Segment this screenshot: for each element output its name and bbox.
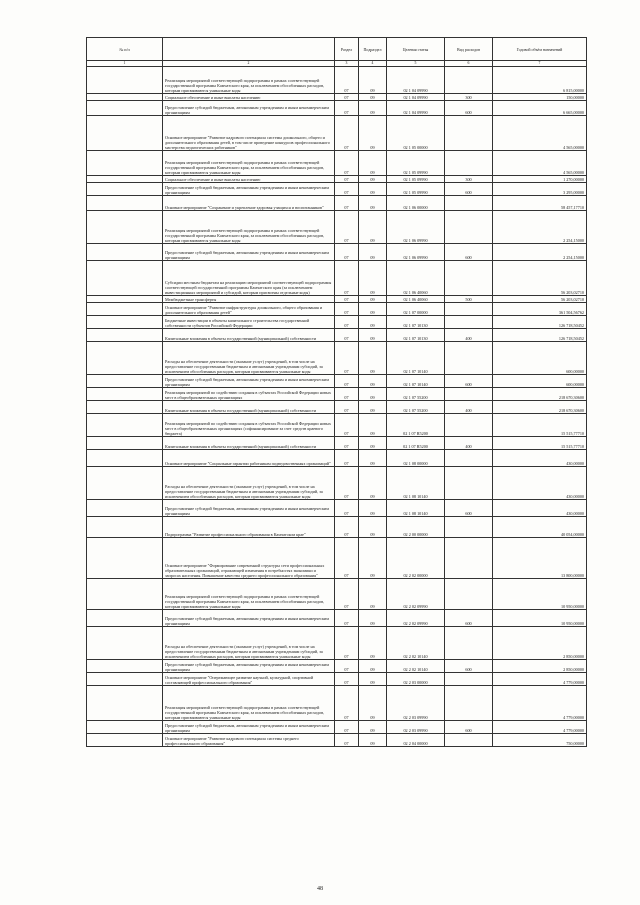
row-article: 02 1 07 00000 xyxy=(387,303,445,316)
row-num xyxy=(87,686,163,721)
row-article: 02 1 07 R5200 xyxy=(387,437,445,450)
row-exp-type xyxy=(445,673,493,686)
row-subsection: 09 xyxy=(359,538,387,579)
header-exp-type: Вид расходов xyxy=(445,38,493,61)
row-num xyxy=(87,673,163,686)
table-row xyxy=(87,401,587,414)
row-num xyxy=(87,211,163,244)
row-subsection: 09 xyxy=(359,610,387,627)
row-exp-type xyxy=(445,538,493,579)
row-num xyxy=(87,450,163,467)
row-name: Основное мероприятие "Формирование современной структуры сети профессиональных образовательных организаций, отражающей изменения в потребностях экономики и запросах населения. Повышение качества среднего профессионального образования" xyxy=(163,538,335,579)
row-subsection: 09 xyxy=(359,437,387,450)
row-exp-type xyxy=(445,151,493,176)
table-row xyxy=(87,261,587,296)
row-num xyxy=(87,94,163,101)
row-exp-type: 300 xyxy=(445,94,493,101)
table-row xyxy=(87,296,587,303)
col-number: 1 xyxy=(87,61,163,67)
row-section: 07 xyxy=(335,538,359,579)
row-subsection: 09 xyxy=(359,686,387,721)
table-row xyxy=(87,244,587,261)
row-name: Предоставление субсидий бюджетным, автономным учреждениям и иным некоммерческим организациям xyxy=(163,183,335,196)
row-article: 02 2 00 00000 xyxy=(387,517,445,538)
row-name: Предоставление субсидий бюджетным, автономным учреждениям и иным некоммерческим организациям xyxy=(163,610,335,627)
row-amount: 56 203,02710 xyxy=(493,296,587,303)
row-subsection: 09 xyxy=(359,414,387,437)
row-num xyxy=(87,176,163,183)
table-row xyxy=(87,538,587,579)
row-exp-type: 600 xyxy=(445,244,493,261)
row-num xyxy=(87,342,163,375)
row-subsection: 09 xyxy=(359,67,387,94)
row-num xyxy=(87,500,163,517)
row-exp-type xyxy=(445,734,493,747)
row-exp-type: 400 xyxy=(445,329,493,342)
row-exp-type xyxy=(445,316,493,329)
row-subsection: 09 xyxy=(359,316,387,329)
row-section: 07 xyxy=(335,101,359,116)
row-num xyxy=(87,151,163,176)
row-section: 07 xyxy=(335,176,359,183)
row-num xyxy=(87,538,163,579)
table-row xyxy=(87,414,587,437)
row-exp-type: 600 xyxy=(445,721,493,734)
row-article: 02 2 04 00000 xyxy=(387,734,445,747)
row-amount: 430,00000 xyxy=(493,467,587,500)
header-subsection: Подраздел xyxy=(359,38,387,61)
row-num xyxy=(87,329,163,342)
row-name: Основное мероприятие "Сохранение и укрепление здоровья учащихся и воспитанников" xyxy=(163,196,335,211)
row-article: 02 1 06 09990 xyxy=(387,211,445,244)
row-num xyxy=(87,316,163,329)
row-section: 07 xyxy=(335,388,359,401)
row-exp-type: 600 xyxy=(445,183,493,196)
row-amount: 2 850,00000 xyxy=(493,660,587,673)
row-exp-type xyxy=(445,196,493,211)
header-section: Раздел xyxy=(335,38,359,61)
row-name: Основное мероприятие "Социальные гарантии работникам подведомственных организаций" xyxy=(163,450,335,467)
row-num xyxy=(87,660,163,673)
row-num xyxy=(87,517,163,538)
row-amount: 6 665,00000 xyxy=(493,101,587,116)
row-exp-type xyxy=(445,342,493,375)
row-subsection: 09 xyxy=(359,627,387,660)
table-row xyxy=(87,183,587,196)
col-number: 3 xyxy=(335,61,359,67)
row-amount: 361 504,56762 xyxy=(493,303,587,316)
row-subsection: 09 xyxy=(359,94,387,101)
row-article: 02 1 04 09990 xyxy=(387,94,445,101)
header-name xyxy=(163,38,335,61)
row-article: 02 2 03 09990 xyxy=(387,686,445,721)
row-article: 02 2 03 09990 xyxy=(387,721,445,734)
header-num: № п/п xyxy=(87,38,163,61)
row-name: Реализация мероприятий по содействию создания в субъектах Российской Федерации новых мест в общеобразовательных организациях (софинансирование за счет средств краевого бюджета) xyxy=(163,414,335,437)
row-exp-type xyxy=(445,517,493,538)
row-section: 07 xyxy=(335,116,359,151)
row-section: 07 xyxy=(335,627,359,660)
row-subsection: 09 xyxy=(359,517,387,538)
col-number: 4 xyxy=(359,61,387,67)
table-row xyxy=(87,437,587,450)
table-row xyxy=(87,375,587,388)
row-name: Реализация мероприятий соответствующей подпрограммы в рамках соответствующей государственной программы Камчатского края, за исключением обособленных расходов, которым присваиваются уникальные коды xyxy=(163,211,335,244)
row-article: 02 1 07 10140 xyxy=(387,375,445,388)
row-section: 07 xyxy=(335,734,359,747)
table-row xyxy=(87,329,587,342)
row-amount: 1 270,00000 xyxy=(493,176,587,183)
table-row xyxy=(87,151,587,176)
row-num xyxy=(87,437,163,450)
row-section: 07 xyxy=(335,450,359,467)
row-exp-type: 400 xyxy=(445,437,493,450)
col-number: 5 xyxy=(387,61,445,67)
row-amount: 4 779,00000 xyxy=(493,686,587,721)
row-exp-type: 600 xyxy=(445,500,493,517)
row-article: 02 1 06 40060 xyxy=(387,261,445,296)
row-article: 02 2 02 09990 xyxy=(387,579,445,610)
table-row xyxy=(87,721,587,734)
row-section: 07 xyxy=(335,467,359,500)
row-article: 02 2 02 09990 xyxy=(387,610,445,627)
row-name: Предоставление субсидий бюджетным, автономным учреждениям и иным некоммерческим организациям xyxy=(163,244,335,261)
row-article: 02 1 06 00000 xyxy=(387,196,445,211)
row-subsection: 09 xyxy=(359,101,387,116)
row-article: 02 2 02 10140 xyxy=(387,627,445,660)
row-num xyxy=(87,183,163,196)
row-amount: 2 254,15000 xyxy=(493,211,587,244)
row-num xyxy=(87,627,163,660)
row-name: Капитальные вложения в объекты государственной (муниципальной) собственности xyxy=(163,329,335,342)
row-num xyxy=(87,261,163,296)
row-name: Реализация мероприятий соответствующей подпрограммы в рамках соответствующей государственной программы Камчатского края, за исключением обособленных расходов, которым присваиваются уникальные коды xyxy=(163,686,335,721)
table-row xyxy=(87,579,587,610)
row-name: Предоставление субсидий бюджетным, автономным учреждениям и иным некоммерческим организациям xyxy=(163,660,335,673)
row-article: 02 2 02 10140 xyxy=(387,660,445,673)
row-section: 07 xyxy=(335,67,359,94)
row-name: Межбюджетные трансферты xyxy=(163,296,335,303)
table-row xyxy=(87,517,587,538)
row-name: Капитальные вложения в объекты государственной (муниципальной) собственности xyxy=(163,437,335,450)
row-num xyxy=(87,375,163,388)
row-name: Расходы на обеспечение деятельности (оказание услуг) учреждений, в том числе на предоставление государственным бюджетным и автономным учреждениям субсидий, за исключением обособленных расходов, которым присваиваются уникальные коды xyxy=(163,627,335,660)
row-subsection: 09 xyxy=(359,116,387,151)
table-row xyxy=(87,627,587,660)
row-section: 07 xyxy=(335,94,359,101)
table-row xyxy=(87,316,587,329)
row-subsection: 09 xyxy=(359,211,387,244)
row-article: 02 1 07 55200 xyxy=(387,388,445,401)
table-row xyxy=(87,101,587,116)
header-article: Целевая статья xyxy=(387,38,445,61)
row-subsection: 09 xyxy=(359,329,387,342)
row-section: 07 xyxy=(335,401,359,414)
table-header-row xyxy=(87,38,587,61)
table-row xyxy=(87,211,587,244)
row-name: Реализация мероприятий по содействию создания в субъектах Российской Федерации новых мест в общеобразовательных организациях xyxy=(163,388,335,401)
row-section: 07 xyxy=(335,721,359,734)
row-amount: 218 670,30600 xyxy=(493,401,587,414)
table-row xyxy=(87,388,587,401)
row-num xyxy=(87,116,163,151)
row-section: 07 xyxy=(335,183,359,196)
row-exp-type: 600 xyxy=(445,101,493,116)
row-subsection: 09 xyxy=(359,196,387,211)
row-section: 07 xyxy=(335,673,359,686)
row-num xyxy=(87,67,163,94)
row-name: Социальное обеспечение и иные выплаты населению xyxy=(163,176,335,183)
row-article: 02 2 02 00000 xyxy=(387,538,445,579)
row-article: 02 1 07 10140 xyxy=(387,342,445,375)
row-article: 02 1 05 09990 xyxy=(387,183,445,196)
row-exp-type: 400 xyxy=(445,401,493,414)
row-section: 07 xyxy=(335,660,359,673)
row-name: Основное мероприятие "Развитие кадрового потенциала системы дошкольного, общего и дополнительного образования детей, в том числе проведение конкурсов профессионального мастерства педагогических работников" xyxy=(163,116,335,151)
row-subsection: 09 xyxy=(359,579,387,610)
col-number: 6 xyxy=(445,61,493,67)
row-amount: 56 203,02710 xyxy=(493,261,587,296)
row-exp-type xyxy=(445,211,493,244)
row-section: 07 xyxy=(335,329,359,342)
row-name: Подпрограмма "Развитие профессионального образования в Камчатском крае" xyxy=(163,517,335,538)
row-name: Предоставление субсидий бюджетным, автономным учреждениям и иным некоммерческим организациям xyxy=(163,721,335,734)
row-subsection: 09 xyxy=(359,673,387,686)
row-name: Предоставление субсидий бюджетным, автономным учреждениям и иным некоммерческим организациям xyxy=(163,101,335,116)
row-subsection: 09 xyxy=(359,401,387,414)
row-section: 07 xyxy=(335,261,359,296)
row-name: Предоставление субсидий бюджетным, автономным учреждениям и иным некоммерческим организациям xyxy=(163,500,335,517)
row-amount: 40 054,00000 xyxy=(493,517,587,538)
row-amount: 126 718,50452 xyxy=(493,329,587,342)
row-num xyxy=(87,196,163,211)
row-exp-type xyxy=(445,388,493,401)
row-amount: 10 950,00000 xyxy=(493,610,587,627)
row-article: 02 1 05 09990 xyxy=(387,176,445,183)
row-subsection: 09 xyxy=(359,261,387,296)
row-name: Основное мероприятие "Опережающее развитие научной, культурной, спортивной составляющей профессионального образования" xyxy=(163,673,335,686)
row-amount: 430,00000 xyxy=(493,450,587,467)
row-subsection: 09 xyxy=(359,342,387,375)
row-amount: 430,00000 xyxy=(493,500,587,517)
row-amount: 2 254,15000 xyxy=(493,244,587,261)
row-amount: 600,00000 xyxy=(493,342,587,375)
row-subsection: 09 xyxy=(359,721,387,734)
budget-table xyxy=(86,37,587,747)
table-row xyxy=(87,500,587,517)
row-name: Основное мероприятие "Развитие кадрового потенциала системы среднего профессионального образования" xyxy=(163,734,335,747)
table-row xyxy=(87,196,587,211)
row-num xyxy=(87,579,163,610)
row-section: 07 xyxy=(335,196,359,211)
row-amount: 4 565,00000 xyxy=(493,116,587,151)
row-num xyxy=(87,296,163,303)
table-row xyxy=(87,450,587,467)
row-section: 07 xyxy=(335,517,359,538)
row-article: 02 1 07 10130 xyxy=(387,316,445,329)
row-exp-type xyxy=(445,686,493,721)
row-section: 07 xyxy=(335,151,359,176)
row-article: 02 1 08 10140 xyxy=(387,467,445,500)
row-amount: 600,00000 xyxy=(493,375,587,388)
row-name: Капитальные вложения в объекты государственной (муниципальной) собственности xyxy=(163,401,335,414)
col-number: 2 xyxy=(163,61,335,67)
row-amount: 3 295,00000 xyxy=(493,183,587,196)
table-row xyxy=(87,176,587,183)
row-exp-type xyxy=(445,627,493,660)
row-section: 07 xyxy=(335,316,359,329)
table-row xyxy=(87,734,587,747)
row-subsection: 09 xyxy=(359,660,387,673)
row-name: Основное мероприятие "Развитие инфраструктуры дошкольного, общего образования и дополнительного образования детей" xyxy=(163,303,335,316)
page-number: 48 xyxy=(317,886,323,892)
row-name: Социальное обеспечение и иные выплаты населению xyxy=(163,94,335,101)
row-exp-type: 600 xyxy=(445,660,493,673)
row-amount: 126 718,50452 xyxy=(493,316,587,329)
row-section: 07 xyxy=(335,500,359,517)
row-amount: 6 815,00000 xyxy=(493,67,587,94)
row-amount: 4 779,00000 xyxy=(493,721,587,734)
col-number: 7 xyxy=(493,61,587,67)
row-subsection: 09 xyxy=(359,500,387,517)
table-row xyxy=(87,303,587,316)
row-subsection: 09 xyxy=(359,296,387,303)
row-name: Реализация мероприятий соответствующей подпрограммы в рамках соответствующей государственной программы Камчатского края, за исключением обособленных расходов, которым присваиваются уникальные коды xyxy=(163,579,335,610)
row-exp-type xyxy=(445,579,493,610)
table-row xyxy=(87,660,587,673)
row-section: 07 xyxy=(335,437,359,450)
row-amount: 218 670,30600 xyxy=(493,388,587,401)
row-article: 02 1 06 09990 xyxy=(387,244,445,261)
row-article: 02 1 05 09990 xyxy=(387,151,445,176)
row-exp-type xyxy=(445,261,493,296)
row-name: Расходы на обеспечение деятельности (оказание услуг) учреждений, в том числе на предоставление государственным бюджетным и автономным учреждениям субсидий, за исключением обособленных расходов, которым присваиваются уникальные коды xyxy=(163,342,335,375)
row-num xyxy=(87,101,163,116)
row-amount: 4 779,00000 xyxy=(493,673,587,686)
row-exp-type xyxy=(445,67,493,94)
row-section: 07 xyxy=(335,244,359,261)
row-amount: 15 515,77710 xyxy=(493,414,587,437)
row-exp-type xyxy=(445,450,493,467)
row-amount: 15 515,77710 xyxy=(493,437,587,450)
row-section: 07 xyxy=(335,579,359,610)
row-subsection: 09 xyxy=(359,151,387,176)
row-subsection: 09 xyxy=(359,176,387,183)
table-row xyxy=(87,673,587,686)
table-body xyxy=(87,67,587,747)
row-subsection: 09 xyxy=(359,375,387,388)
row-amount: 750,00000 xyxy=(493,734,587,747)
row-num xyxy=(87,401,163,414)
row-section: 07 xyxy=(335,686,359,721)
row-exp-type xyxy=(445,303,493,316)
row-article: 02 1 06 40060 xyxy=(387,296,445,303)
row-section: 07 xyxy=(335,303,359,316)
row-section: 07 xyxy=(335,610,359,627)
row-article: 02 1 08 10140 xyxy=(387,500,445,517)
row-amount: 150,00000 xyxy=(493,94,587,101)
row-num xyxy=(87,414,163,437)
row-subsection: 09 xyxy=(359,183,387,196)
row-exp-type: 300 xyxy=(445,176,493,183)
row-article: 02 1 08 00000 xyxy=(387,450,445,467)
row-subsection: 09 xyxy=(359,450,387,467)
row-exp-type: 600 xyxy=(445,375,493,388)
row-exp-type: 500 xyxy=(445,296,493,303)
row-amount: 2 850,00000 xyxy=(493,627,587,660)
row-section: 07 xyxy=(335,342,359,375)
row-article: 02 1 04 09990 xyxy=(387,67,445,94)
row-num xyxy=(87,303,163,316)
row-subsection: 09 xyxy=(359,734,387,747)
row-exp-type xyxy=(445,467,493,500)
row-article: 02 1 04 09990 xyxy=(387,101,445,116)
row-num xyxy=(87,721,163,734)
row-section: 07 xyxy=(335,414,359,437)
row-num xyxy=(87,610,163,627)
table-row xyxy=(87,67,587,94)
row-section: 07 xyxy=(335,375,359,388)
row-name: Бюджетные инвестиции в объекты капитального строительства государственной собственности субъектов Российской Федерации xyxy=(163,316,335,329)
table-row xyxy=(87,610,587,627)
row-amount: 10 950,00000 xyxy=(493,579,587,610)
table-row xyxy=(87,467,587,500)
row-name: Субсидии местным бюджетам на реализацию мероприятий соответствующей подпрограммы соответствующей государственной программы Камчатского края (за исключением инвестиционных мероприятий и субсидий, которым присвоены отдельные коды) xyxy=(163,261,335,296)
row-subsection: 09 xyxy=(359,303,387,316)
row-name: Реализация мероприятий соответствующей подпрограммы в рамках соответствующей государственной программы Камчатского края, за исключением обособленных расходов, которым присваиваются уникальные коды xyxy=(163,151,335,176)
table-row xyxy=(87,116,587,151)
row-name: Предоставление субсидий бюджетным, автономным учреждениям и иным некоммерческим организациям xyxy=(163,375,335,388)
row-subsection: 09 xyxy=(359,467,387,500)
row-section: 07 xyxy=(335,296,359,303)
table-row xyxy=(87,342,587,375)
table-row xyxy=(87,94,587,101)
row-exp-type xyxy=(445,414,493,437)
row-article: 02 1 07 55200 xyxy=(387,401,445,414)
row-amount: 4 565,00000 xyxy=(493,151,587,176)
row-article: 02 2 03 00000 xyxy=(387,673,445,686)
row-num xyxy=(87,734,163,747)
header-amount: Годовой объём назначений xyxy=(493,38,587,61)
row-exp-type: 600 xyxy=(445,610,493,627)
row-article: 02 1 07 10130 xyxy=(387,329,445,342)
row-article: 02 1 07 R5200 xyxy=(387,414,445,437)
row-exp-type xyxy=(445,116,493,151)
row-num xyxy=(87,244,163,261)
table-row xyxy=(87,686,587,721)
row-amount: 13 800,00000 xyxy=(493,538,587,579)
row-amount: 58 457,17710 xyxy=(493,196,587,211)
row-subsection: 09 xyxy=(359,244,387,261)
row-article: 02 1 05 00000 xyxy=(387,116,445,151)
row-name: Расходы на обеспечение деятельности (оказание услуг) учреждений, в том числе на предоставление государственным бюджетным и автономным учреждениям субсидий, за исключением обособленных расходов, которым присваиваются уникальные коды xyxy=(163,467,335,500)
row-num xyxy=(87,388,163,401)
row-num xyxy=(87,467,163,500)
row-section: 07 xyxy=(335,211,359,244)
row-name: Реализация мероприятий соответствующей подпрограммы в рамках соответствующей государственной программы Камчатского края, за исключением обособленных расходов, которым присваиваются уникальные коды xyxy=(163,67,335,94)
row-subsection: 09 xyxy=(359,388,387,401)
